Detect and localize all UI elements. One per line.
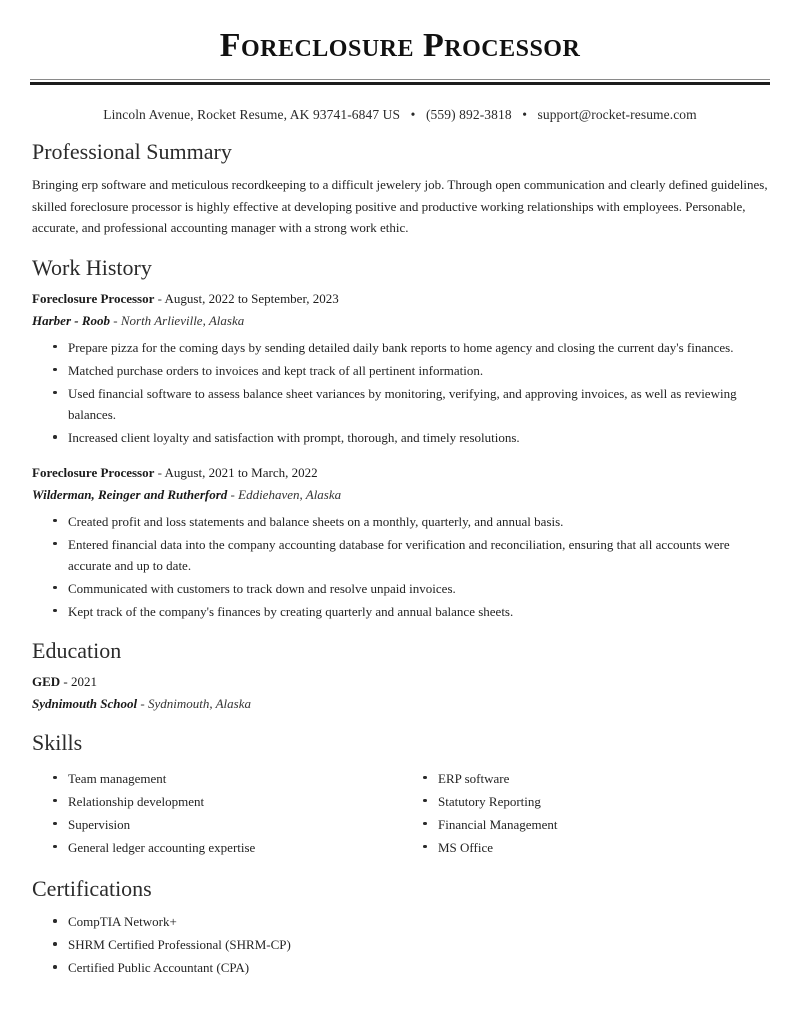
list-item: MS Office [422, 837, 770, 858]
job-location: Eddiehaven, Alaska [238, 486, 342, 502]
job-company: Harber - Roob [32, 313, 110, 329]
education-school-dash: - [137, 696, 148, 712]
work-entry-company-line [32, 312, 770, 331]
job-dates: August, 2022 to September, 2023 [164, 291, 339, 307]
skills-list-right [400, 768, 770, 858]
contact-separator-2: • [522, 107, 528, 123]
section-skills [30, 730, 770, 860]
education-year: 2021 [71, 674, 98, 690]
list-item: Certified Public Accountant (CPA) [52, 957, 770, 978]
education-degree-line [32, 673, 770, 692]
section-heading-work-history: Work History [32, 254, 152, 280]
section-heading-education: Education [32, 638, 122, 664]
list-item: CompTIA Network+ [52, 911, 770, 932]
section-heading-summary: Professional Summary [32, 139, 232, 165]
list-item: SHRM Certified Professional (SHRM-CP) [52, 934, 770, 955]
list-item: Increased client loyalty and satisfaction with prompt, thorough, and timely resolutions. [52, 427, 770, 448]
certifications-list [30, 911, 770, 978]
list-item: ERP software [422, 768, 770, 789]
work-entry-title-line [32, 290, 770, 309]
divider-thick-line [30, 82, 770, 85]
section-work-history [30, 255, 770, 622]
job-company-dash: - [110, 313, 121, 329]
list-item: Matched purchase orders to invoices and kept track of all pertinent information. [52, 360, 770, 381]
work-entry-company-line [32, 486, 770, 505]
summary-paragraph: Bringing erp software and meticulous recordkeeping to a difficult jewelery job. Through open communication and clearly defined guidelines, skilled foreclosure processor is highly effective at developing positive and productive working relationships with employees. Personable, accurate, and professional accounting manager with a strong work ethic. [32, 177, 768, 236]
page-title: Foreclosure Processor [219, 27, 581, 64]
list-item: Kept track of the company's finances by creating quarterly and annual balance sheets. [52, 601, 770, 622]
skills-list-left [30, 768, 400, 858]
work-entry [30, 464, 770, 622]
list-item: Created profit and loss statements and balance sheets on a monthly, quarterly, and annual basis. [52, 511, 770, 532]
job-title-dash: - [154, 465, 165, 481]
contact-address: Lincoln Avenue, Rocket Resume, AK 93741-6847 US [103, 107, 401, 123]
list-item: Prepare pizza for the coming days by sending detailed daily bank reports to home agency and closing the current day's finances. [52, 337, 770, 358]
header-divider [30, 79, 770, 85]
list-item: Communicated with customers to track down and resolve unpaid invoices. [52, 578, 770, 599]
skills-column-left [30, 766, 400, 860]
job-dates: August, 2021 to March, 2022 [164, 465, 318, 481]
contact-separator-1: • [410, 107, 416, 123]
skills-column-right [400, 766, 770, 860]
section-heading-skills: Skills [32, 730, 83, 756]
section-education [30, 638, 770, 714]
contact-email: support@rocket-resume.com [537, 107, 697, 123]
work-entry [30, 290, 770, 448]
section-certifications [30, 876, 770, 979]
job-bullet-list [30, 337, 770, 448]
education-location: Sydnimouth, Alaska [147, 696, 251, 712]
job-company-dash: - [227, 486, 239, 502]
list-item: Team management [52, 768, 400, 789]
skills-columns [30, 766, 770, 860]
job-company: Wilderman, Reinger and Rutherford [32, 486, 228, 502]
list-item: Entered financial data into the company accounting database for verification and reconciliation, ensuring that all accounts were accurate and up to date. [52, 534, 770, 576]
section-professional-summary [30, 139, 770, 239]
job-title-dash: - [154, 291, 165, 307]
job-role: Foreclosure Processor [32, 291, 155, 307]
job-role: Foreclosure Processor [32, 465, 155, 481]
work-entry-title-line [32, 464, 770, 483]
education-school: Sydnimouth School [32, 696, 138, 712]
list-item: Financial Management [422, 814, 770, 835]
job-bullet-list [30, 511, 770, 622]
list-item: Statutory Reporting [422, 791, 770, 812]
education-entry [30, 673, 770, 714]
education-degree-dash: - [60, 674, 72, 690]
education-degree: GED [32, 674, 61, 690]
education-school-line [32, 695, 770, 714]
job-location: North Arlieville, Alaska [120, 313, 245, 329]
list-item: Relationship development [52, 791, 400, 812]
contact-phone: (559) 892-3818 [425, 107, 512, 123]
list-item: General ledger accounting expertise [52, 837, 400, 858]
section-heading-certifications: Certifications [32, 875, 152, 901]
list-item: Used financial software to assess balance sheet variances by monitoring, verifying, and approving invoices, as well as reviewing balances. [52, 383, 770, 425]
list-item: Supervision [52, 814, 400, 835]
contact-info [30, 107, 770, 123]
